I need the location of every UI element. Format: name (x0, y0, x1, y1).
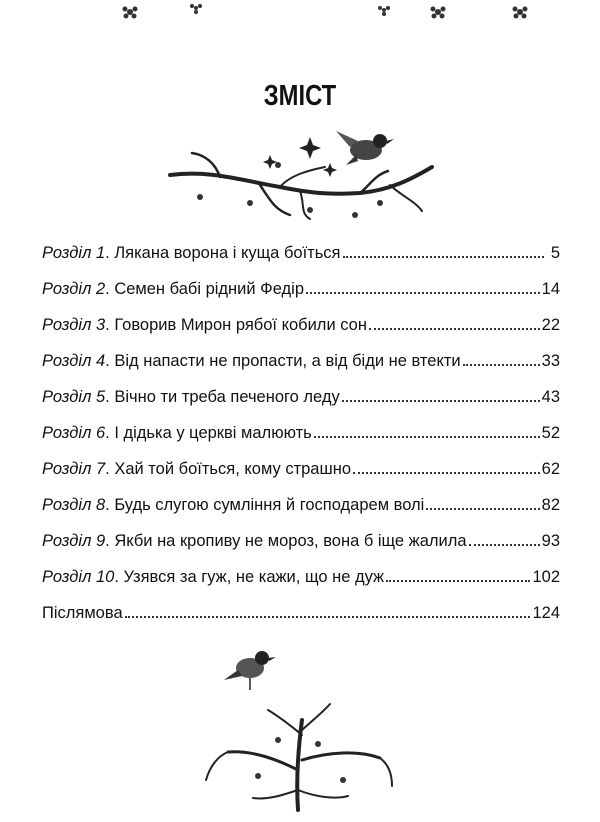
page-number: 82 (541, 496, 560, 514)
page-number: 62 (541, 460, 560, 478)
dot-leader (343, 256, 545, 258)
branch-with-bird-illustration-bottom (198, 640, 398, 815)
dot-leader (125, 616, 531, 618)
dot-leader (369, 328, 540, 330)
chapter-number: Розділ 10 (42, 568, 115, 586)
dot-leader (353, 472, 540, 474)
page-title: ЗМІСТ (263, 80, 337, 112)
dot-leader (342, 400, 540, 402)
chapter-number: Розділ 5 (42, 388, 106, 406)
chapter-number: Розділ 2 (42, 280, 106, 298)
top-flower-ornaments (0, 0, 600, 30)
toc-entry[interactable] (42, 496, 560, 532)
toc-entry[interactable] (42, 532, 560, 568)
toc-entry[interactable] (42, 352, 560, 388)
flower-icon (513, 7, 528, 19)
chapter-number: Розділ 9 (42, 532, 106, 550)
toc-entry[interactable] (42, 388, 560, 424)
bird-icon (224, 651, 276, 690)
page-number: 102 (532, 568, 560, 586)
toc-entry[interactable] (42, 424, 560, 460)
chapter-title: Післямова (42, 604, 123, 622)
dot-leader (386, 580, 530, 582)
toc-entry[interactable] (42, 460, 560, 496)
page-number: 43 (541, 388, 560, 406)
toc-entry[interactable] (42, 568, 560, 604)
toc-entry[interactable] (42, 280, 560, 316)
chapter-title: . Будь слугою сумління й господарем волі (105, 496, 425, 514)
toc-entry[interactable] (42, 604, 560, 640)
table-of-contents (42, 244, 560, 640)
page-number: 14 (541, 280, 560, 298)
dot-leader (426, 508, 539, 510)
branch-with-bird-illustration (160, 115, 440, 225)
dot-leader (314, 436, 540, 438)
chapter-title: . Вічно ти треба печеного леду (105, 388, 340, 406)
chapter-number: Розділ 3 (42, 316, 106, 334)
page-number: 5 (550, 244, 560, 262)
page-number: 33 (541, 352, 560, 370)
chapter-number: Розділ 4 (42, 352, 106, 370)
page-number: 124 (532, 604, 560, 622)
toc-entry[interactable] (42, 316, 560, 352)
chapter-title: . Від напасти не пропасти, а від біди не втекти (105, 352, 461, 370)
page-number: 52 (541, 424, 560, 442)
dot-leader (463, 364, 540, 366)
chapter-title: . Хай той боїться, кому страшно (105, 460, 352, 478)
chapter-title: . Семен бабі рідний Федір (105, 280, 305, 298)
dot-leader (306, 292, 540, 294)
page-number: 22 (541, 316, 560, 334)
chapter-title: . Лякана ворона і куща боїться (105, 244, 341, 262)
chapter-number: Розділ 7 (42, 460, 106, 478)
chapter-number: Розділ 8 (42, 496, 106, 514)
flower-icon (123, 7, 138, 19)
star-icon (263, 137, 337, 177)
bird-icon (336, 131, 394, 165)
flower-icon (190, 4, 202, 14)
chapter-title: . Узявся за гуж, не кажи, що не дуж (114, 568, 385, 586)
dot-leader (469, 544, 540, 546)
flower-icon (378, 6, 390, 16)
chapter-title: . Якби на кропиву не мороз, вона б іще жалила (105, 532, 467, 550)
flower-icon (431, 7, 446, 19)
chapter-number: Розділ 6 (42, 424, 106, 442)
chapter-number: Розділ 1 (42, 244, 106, 262)
toc-entry[interactable] (42, 244, 560, 280)
page-number: 93 (541, 532, 560, 550)
chapter-title: . Говорив Мирон рябої кобили сон (105, 316, 367, 334)
chapter-title: . І дідька у церкві малюють (105, 424, 312, 442)
